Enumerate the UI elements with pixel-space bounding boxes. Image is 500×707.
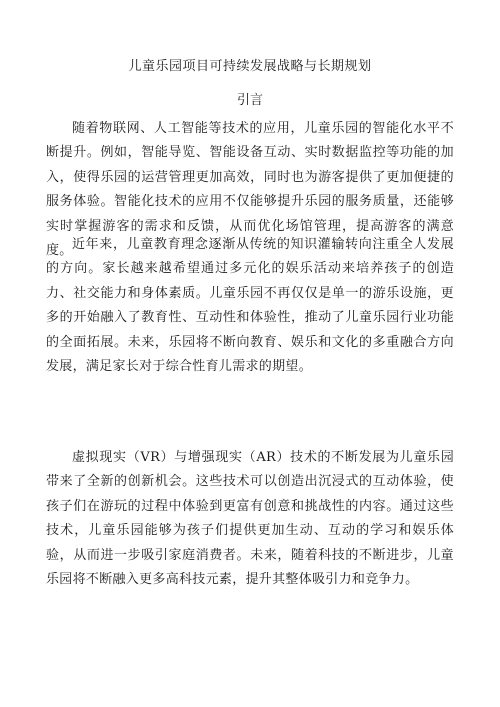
section-heading: 引言 <box>236 93 263 108</box>
paragraph: 随着物联网、人工智能等技术的应用，儿童乐园的智能化水平不断提升。例如，智能导览、智能设备互动、实时数据监控等功能的加入，使得乐园的运营管理更加高效，同时也为游客提供了更加便捷的服务体验。智能化技术的应用不仅能够提升乐园的服务质量，还能够实时掌握游客的需求和反馈，从而优化场馆管理，提高游客的满意度。 <box>46 121 454 259</box>
document-title: 儿童乐园项目可持续发展战略与长期规划 <box>128 59 372 74</box>
paragraph: 近年来，儿童教育理念逐渐从传统的知识灌输转向注重全人发展的方向。家长越来越希望通过多元化的娱乐活动来培养孩子的创造力、社交能力和身体素质。儿童乐园不再仅仅是单一的游乐设施，更多的开始融入了教育性、互动性和体验性，推动了儿童乐园行业功能的全面拓展。未来，乐园将不断向教育、娱乐和文化的多重融合方向发展，满足家长对于综合性育儿需求的期望。 <box>46 237 454 375</box>
paragraph: 虚拟现实（VR）与增强现实（AR）技术的不断发展为儿童乐园带来了全新的创新机会。这些技术可以创造出沉浸式的互动体验，使孩子们在游玩的过程中体验到更富有创意和挑战性的内容。通过这些技术，儿童乐园能够为孩子们提供更加生动、互动的学习和娱乐体验，从而进一步吸引家庭消费者。未来，随着科技的不断进步，儿童乐园将不断融入更多高科技元素，提升其整体吸引力和竞争力。 <box>46 450 454 588</box>
